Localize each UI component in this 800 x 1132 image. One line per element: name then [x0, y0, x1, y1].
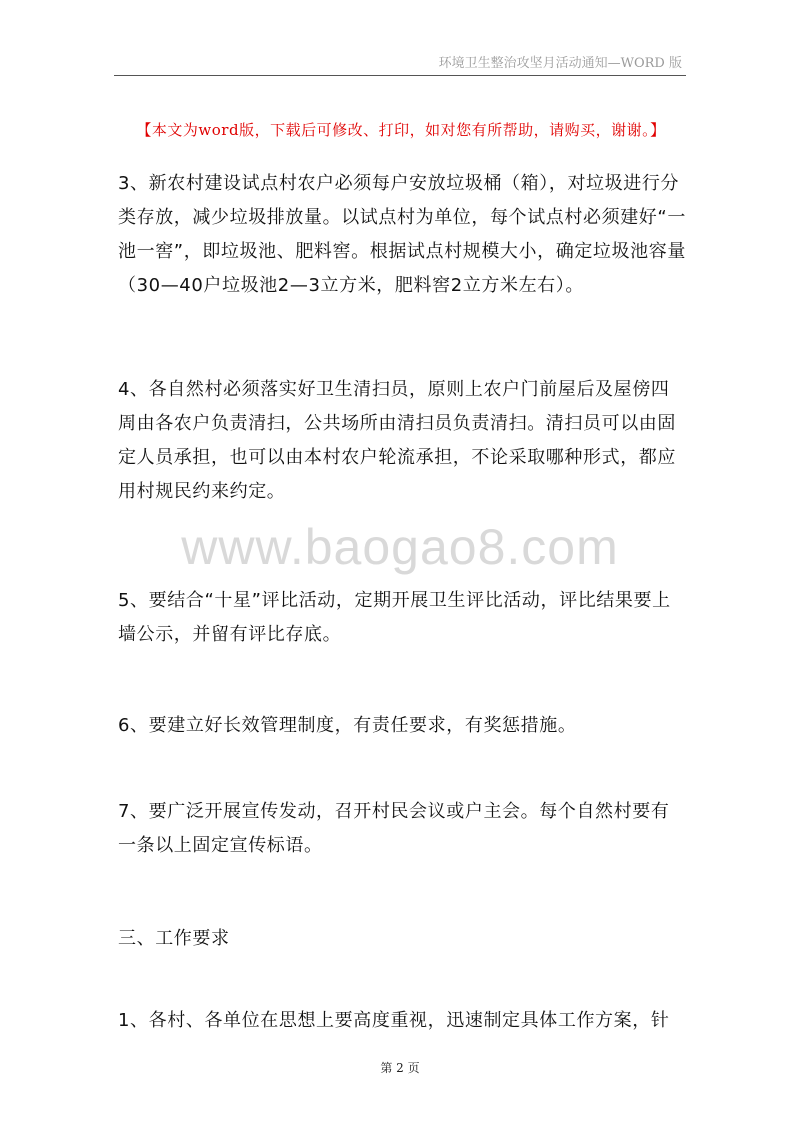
paragraph-item-6: 6、要建立好长效管理制度，有责任要求，有奖惩措施。 — [118, 715, 577, 736]
header-divider — [114, 75, 686, 76]
watermark: www.baogao8.com — [181, 519, 619, 575]
paragraph-requirement-1: 1、各村、各单位在思想上要高度重视，迅速制定具体工作方案，针 — [118, 1010, 670, 1031]
page-number: 第 2 页 — [380, 1061, 420, 1075]
paragraph-item-4: 4、各自然村必须落实好卫生清扫员，原则上农户门前屋后及屋傍四周由各农户负责清扫，公共场所由清扫员负责清扫。清扫员可以由固定人员承担，也可以由本村农户轮流承担，不论采取哪种形式，都应用村规民约来约定。 — [118, 379, 676, 502]
page-header-title: 环境卫生整治攻坚月活动通知—WORD 版 — [438, 56, 682, 71]
paragraph-item-7: 7、要广泛开展宣传发动，召开村民会议或户主会。每个自然村要有一条以上固定宣传标语。 — [118, 801, 670, 856]
purchase-notice: 【本文为word版，下载后可修改、打印，如对您有所帮助，请购买，谢谢。】 — [136, 121, 666, 139]
paragraph-item-5: 5、要结合“十星”评比活动，定期开展卫生评比活动，评比结果要上墙公示，并留有评比存底。 — [118, 590, 671, 645]
section-heading-requirements: 三、工作要求 — [118, 928, 230, 949]
paragraph-item-3: 3、新农村建设试点村农户必须每户安放垃圾桶（箱），对垃圾进行分类存放，减少垃圾排放量。以试点村为单位，每个试点村必须建好“一池一窖”，即垃圾池、肥料窖。根据试点村规模大小，确定垃圾池容量（30—40户垃圾池2—3立方米，肥料窖2立方米左右）。 — [118, 173, 686, 296]
